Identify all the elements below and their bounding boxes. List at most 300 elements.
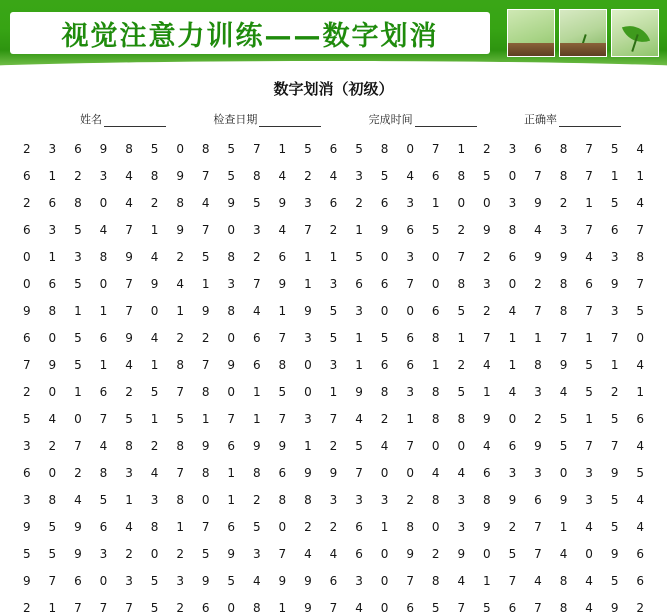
grid-digit[interactable]: 5	[355, 439, 363, 453]
grid-digit[interactable]: 1	[329, 250, 338, 264]
grid-digit[interactable]: 8	[508, 223, 517, 237]
grid-digit[interactable]: 5	[457, 385, 466, 399]
grid-digit[interactable]: 5	[636, 304, 645, 318]
grid-digit[interactable]: 9	[74, 520, 82, 534]
grid-digit[interactable]: 4	[636, 142, 645, 156]
grid-digit[interactable]: 5	[150, 142, 159, 156]
grid-digit[interactable]: 7	[585, 223, 593, 237]
grid-digit[interactable]: 3	[99, 169, 108, 183]
grid-digit[interactable]: 1	[48, 169, 57, 183]
grid-digit[interactable]: 8	[431, 331, 440, 345]
grid-digit[interactable]: 0	[227, 331, 236, 345]
grid-digit[interactable]: 0	[431, 520, 440, 534]
grid-digit[interactable]: 6	[252, 331, 261, 345]
grid-digit[interactable]: 6	[610, 223, 619, 237]
grid-digit[interactable]: 7	[534, 169, 542, 183]
grid-digit[interactable]: 0	[150, 304, 159, 318]
grid-digit[interactable]: 4	[99, 223, 108, 237]
grid-digit[interactable]: 5	[483, 169, 491, 183]
grid-digit[interactable]: 7	[329, 412, 338, 426]
grid-digit[interactable]: 3	[176, 574, 184, 588]
grid-digit[interactable]: 8	[227, 304, 236, 318]
grid-digit[interactable]: 2	[48, 439, 57, 453]
grid-digit[interactable]: 1	[585, 412, 593, 426]
grid-digit[interactable]: 7	[534, 547, 542, 561]
grid-digit[interactable]: 8	[150, 520, 159, 534]
grid-digit[interactable]: 6	[508, 439, 517, 453]
grid-digit[interactable]: 4	[99, 439, 108, 453]
grid-digit[interactable]: 0	[380, 601, 389, 615]
grid-digit[interactable]: 6	[483, 466, 491, 480]
grid-digit[interactable]: 7	[48, 574, 57, 588]
grid-digit[interactable]: 9	[99, 142, 108, 156]
grid-digit[interactable]: 7	[74, 601, 82, 615]
grid-digit[interactable]: 6	[74, 574, 82, 588]
grid-digit[interactable]: 5	[636, 466, 645, 480]
grid-digit[interactable]: 0	[431, 439, 440, 453]
grid-digit[interactable]: 1	[227, 493, 236, 507]
grid-digit[interactable]: 7	[201, 223, 210, 237]
grid-digit[interactable]: 6	[355, 520, 363, 534]
grid-digit[interactable]: 4	[201, 196, 210, 210]
grid-digit[interactable]: 1	[329, 385, 338, 399]
grid-digit[interactable]: 3	[585, 493, 593, 507]
grid-digit[interactable]: 8	[304, 493, 312, 507]
grid-digit[interactable]: 5	[252, 520, 261, 534]
grid-digit[interactable]: 8	[150, 169, 159, 183]
grid-digit[interactable]: 0	[380, 574, 389, 588]
grid-digit[interactable]: 8	[48, 493, 57, 507]
grid-digit[interactable]: 7	[252, 142, 261, 156]
grid-digit[interactable]: 1	[278, 142, 287, 156]
grid-digit[interactable]: 4	[457, 574, 466, 588]
grid-digit[interactable]: 7	[125, 223, 133, 237]
grid-digit[interactable]: 3	[304, 412, 312, 426]
grid-digit[interactable]: 2	[329, 520, 338, 534]
grid-digit[interactable]: 7	[431, 142, 440, 156]
grid-digit[interactable]: 9	[483, 412, 491, 426]
grid-digit[interactable]: 9	[457, 547, 466, 561]
grid-digit[interactable]: 6	[329, 574, 338, 588]
grid-digit[interactable]: 7	[176, 466, 184, 480]
grid-digit[interactable]: 3	[329, 358, 338, 372]
grid-digit[interactable]: 4	[431, 466, 440, 480]
grid-digit[interactable]: 8	[380, 385, 389, 399]
grid-digit[interactable]: 1	[176, 304, 184, 318]
grid-digit[interactable]: 3	[150, 493, 159, 507]
grid-digit[interactable]: 8	[483, 493, 491, 507]
grid-digit[interactable]: 1	[227, 466, 236, 480]
grid-digit[interactable]: 0	[304, 385, 312, 399]
grid-digit[interactable]: 7	[278, 331, 287, 345]
grid-digit[interactable]: 6	[534, 142, 542, 156]
grid-digit[interactable]: 4	[125, 358, 133, 372]
grid-digit[interactable]: 8	[227, 250, 236, 264]
grid-digit[interactable]: 3	[227, 277, 236, 291]
grid-digit[interactable]: 7	[636, 223, 645, 237]
grid-digit[interactable]: 6	[406, 331, 414, 345]
grid-digit[interactable]: 8	[201, 466, 210, 480]
grid-digit[interactable]: 1	[380, 520, 389, 534]
grid-digit[interactable]: 3	[406, 385, 414, 399]
grid-digit[interactable]: 0	[431, 277, 440, 291]
grid-digit[interactable]: 1	[304, 250, 312, 264]
grid-digit[interactable]: 3	[534, 385, 542, 399]
grid-digit[interactable]: 1	[201, 412, 210, 426]
grid-digit[interactable]: 8	[278, 358, 287, 372]
grid-digit[interactable]: 3	[508, 196, 517, 210]
grid-digit[interactable]: 2	[22, 601, 31, 615]
grid-digit[interactable]: 9	[48, 358, 57, 372]
number-grid[interactable]	[14, 143, 653, 614]
grid-digit[interactable]: 9	[227, 196, 236, 210]
field-date-input[interactable]	[259, 115, 321, 127]
grid-digit[interactable]: 5	[74, 277, 82, 291]
grid-digit[interactable]: 6	[380, 277, 389, 291]
grid-digit[interactable]: 6	[636, 412, 645, 426]
grid-digit[interactable]: 2	[22, 196, 31, 210]
grid-digit[interactable]: 7	[406, 439, 414, 453]
grid-digit[interactable]: 4	[278, 169, 287, 183]
grid-digit[interactable]: 0	[201, 493, 210, 507]
grid-digit[interactable]: 4	[585, 574, 593, 588]
grid-digit[interactable]: 8	[74, 196, 82, 210]
grid-digit[interactable]: 8	[201, 142, 210, 156]
grid-digit[interactable]: 9	[559, 358, 568, 372]
grid-digit[interactable]: 2	[125, 385, 133, 399]
grid-digit[interactable]: 7	[201, 358, 210, 372]
grid-digit[interactable]: 4	[304, 547, 312, 561]
grid-digit[interactable]: 0	[99, 196, 108, 210]
grid-digit[interactable]: 6	[278, 466, 287, 480]
grid-digit[interactable]: 7	[125, 304, 133, 318]
grid-digit[interactable]: 2	[457, 223, 466, 237]
grid-digit[interactable]: 1	[355, 223, 363, 237]
grid-digit[interactable]: 4	[585, 601, 593, 615]
grid-digit[interactable]: 2	[304, 169, 312, 183]
grid-digit[interactable]: 2	[406, 493, 414, 507]
grid-digit[interactable]: 1	[508, 331, 517, 345]
grid-digit[interactable]: 9	[201, 574, 210, 588]
grid-digit[interactable]: 5	[99, 493, 108, 507]
grid-digit[interactable]: 4	[176, 277, 184, 291]
grid-digit[interactable]: 5	[150, 574, 159, 588]
grid-digit[interactable]: 3	[355, 574, 363, 588]
grid-digit[interactable]: 0	[48, 331, 57, 345]
grid-digit[interactable]: 9	[559, 250, 568, 264]
grid-digit[interactable]: 2	[201, 331, 210, 345]
grid-digit[interactable]: 6	[48, 196, 57, 210]
grid-digit[interactable]: 2	[125, 547, 133, 561]
field-time-input[interactable]	[415, 115, 477, 127]
grid-digit[interactable]: 9	[483, 223, 491, 237]
grid-digit[interactable]: 8	[457, 412, 466, 426]
grid-digit[interactable]: 8	[201, 385, 210, 399]
grid-digit[interactable]: 4	[125, 196, 133, 210]
grid-digit[interactable]: 4	[74, 493, 82, 507]
grid-digit[interactable]: 5	[125, 412, 133, 426]
grid-digit[interactable]: 5	[355, 142, 363, 156]
grid-digit[interactable]: 9	[559, 493, 568, 507]
grid-digit[interactable]: 9	[304, 601, 312, 615]
grid-digit[interactable]: 7	[457, 601, 466, 615]
grid-digit[interactable]: 8	[252, 169, 261, 183]
grid-digit[interactable]: 6	[22, 169, 31, 183]
grid-digit[interactable]: 0	[508, 169, 517, 183]
grid-digit[interactable]: 0	[48, 385, 57, 399]
grid-digit[interactable]: 3	[610, 250, 619, 264]
grid-digit[interactable]: 9	[304, 466, 312, 480]
grid-digit[interactable]: 3	[125, 466, 133, 480]
grid-digit[interactable]: 4	[636, 196, 645, 210]
grid-digit[interactable]: 3	[457, 493, 466, 507]
grid-digit[interactable]: 0	[150, 547, 159, 561]
grid-digit[interactable]: 1	[176, 520, 184, 534]
grid-digit[interactable]: 0	[278, 520, 287, 534]
grid-digit[interactable]: 9	[227, 547, 236, 561]
grid-digit[interactable]: 7	[585, 304, 593, 318]
grid-digit[interactable]: 3	[508, 466, 517, 480]
grid-digit[interactable]: 7	[201, 520, 210, 534]
grid-digit[interactable]: 2	[483, 304, 491, 318]
grid-digit[interactable]: 0	[559, 466, 568, 480]
grid-digit[interactable]: 0	[406, 466, 414, 480]
grid-digit[interactable]: 3	[48, 223, 57, 237]
grid-digit[interactable]: 2	[176, 547, 184, 561]
grid-digit[interactable]: 7	[201, 169, 210, 183]
grid-digit[interactable]: 1	[304, 439, 312, 453]
grid-digit[interactable]: 2	[636, 601, 645, 615]
grid-digit[interactable]: 0	[457, 196, 466, 210]
grid-digit[interactable]: 1	[304, 277, 312, 291]
grid-digit[interactable]: 4	[406, 169, 414, 183]
grid-digit[interactable]: 4	[252, 574, 261, 588]
grid-digit[interactable]: 4	[125, 520, 133, 534]
grid-digit[interactable]: 5	[585, 385, 593, 399]
grid-digit[interactable]: 1	[610, 358, 619, 372]
grid-digit[interactable]: 9	[508, 493, 517, 507]
grid-digit[interactable]: 5	[304, 142, 312, 156]
grid-digit[interactable]: 9	[125, 331, 133, 345]
grid-digit[interactable]: 8	[99, 466, 108, 480]
grid-digit[interactable]: 3	[22, 493, 31, 507]
grid-digit[interactable]: 6	[406, 223, 414, 237]
grid-digit[interactable]: 1	[278, 601, 287, 615]
grid-digit[interactable]: 4	[329, 169, 338, 183]
grid-digit[interactable]: 3	[457, 520, 466, 534]
grid-digit[interactable]: 3	[304, 331, 312, 345]
grid-digit[interactable]: 1	[483, 574, 491, 588]
grid-digit[interactable]: 4	[125, 169, 133, 183]
grid-digit[interactable]: 2	[329, 439, 338, 453]
grid-digit[interactable]: 3	[329, 493, 338, 507]
grid-digit[interactable]: 0	[99, 277, 108, 291]
grid-digit[interactable]: 1	[252, 385, 261, 399]
grid-digit[interactable]: 6	[22, 331, 31, 345]
grid-digit[interactable]: 5	[48, 520, 57, 534]
grid-digit[interactable]: 7	[355, 466, 363, 480]
grid-digit[interactable]: 4	[585, 250, 593, 264]
grid-digit[interactable]: 0	[227, 385, 236, 399]
grid-digit[interactable]: 8	[457, 277, 466, 291]
grid-digit[interactable]: 8	[559, 601, 568, 615]
grid-digit[interactable]: 1	[355, 358, 363, 372]
grid-digit[interactable]: 7	[508, 574, 517, 588]
grid-digit[interactable]: 7	[534, 601, 542, 615]
grid-digit[interactable]: 9	[176, 223, 184, 237]
grid-digit[interactable]: 2	[508, 520, 517, 534]
grid-digit[interactable]: 9	[610, 466, 619, 480]
grid-digit[interactable]: 6	[534, 493, 542, 507]
grid-digit[interactable]: 1	[457, 331, 466, 345]
grid-digit[interactable]: 6	[99, 520, 108, 534]
grid-digit[interactable]: 5	[610, 412, 619, 426]
grid-digit[interactable]: 0	[74, 412, 82, 426]
grid-digit[interactable]: 3	[483, 277, 491, 291]
grid-digit[interactable]: 4	[329, 547, 338, 561]
grid-digit[interactable]: 5	[278, 385, 287, 399]
grid-digit[interactable]: 2	[252, 493, 261, 507]
grid-digit[interactable]: 0	[406, 142, 414, 156]
grid-digit[interactable]: 2	[534, 412, 542, 426]
grid-digit[interactable]: 7	[585, 142, 593, 156]
grid-digit[interactable]: 0	[380, 547, 389, 561]
grid-digit[interactable]: 3	[252, 223, 261, 237]
grid-digit[interactable]: 6	[380, 358, 389, 372]
grid-digit[interactable]: 9	[278, 196, 287, 210]
grid-digit[interactable]: 6	[74, 142, 82, 156]
grid-digit[interactable]: 6	[406, 601, 414, 615]
grid-digit[interactable]: 0	[380, 250, 389, 264]
grid-digit[interactable]: 4	[636, 439, 645, 453]
grid-digit[interactable]: 7	[406, 574, 414, 588]
grid-digit[interactable]: 1	[48, 601, 57, 615]
grid-digit[interactable]: 8	[48, 304, 57, 318]
grid-digit[interactable]: 9	[304, 574, 312, 588]
grid-digit[interactable]: 2	[150, 439, 159, 453]
grid-digit[interactable]: 8	[99, 250, 108, 264]
grid-digit[interactable]: 3	[380, 493, 389, 507]
grid-digit[interactable]: 2	[355, 196, 363, 210]
grid-digit[interactable]: 7	[22, 358, 31, 372]
grid-digit[interactable]: 8	[176, 358, 184, 372]
grid-digit[interactable]: 5	[201, 250, 210, 264]
grid-digit[interactable]: 5	[431, 223, 440, 237]
grid-digit[interactable]: 9	[534, 250, 542, 264]
grid-digit[interactable]: 4	[508, 304, 517, 318]
grid-digit[interactable]: 6	[636, 574, 645, 588]
grid-digit[interactable]: 7	[559, 331, 568, 345]
grid-digit[interactable]: 8	[431, 385, 440, 399]
grid-digit[interactable]: 9	[304, 304, 312, 318]
grid-digit[interactable]: 9	[610, 601, 619, 615]
grid-digit[interactable]: 8	[431, 493, 440, 507]
grid-digit[interactable]: 8	[176, 439, 184, 453]
grid-digit[interactable]: 0	[227, 601, 236, 615]
grid-digit[interactable]: 1	[585, 196, 593, 210]
grid-digit[interactable]: 5	[329, 331, 338, 345]
grid-digit[interactable]: 5	[252, 196, 261, 210]
grid-digit[interactable]: 5	[150, 385, 159, 399]
grid-digit[interactable]: 2	[176, 601, 184, 615]
grid-digit[interactable]: 6	[201, 601, 210, 615]
grid-digit[interactable]: 2	[483, 250, 491, 264]
grid-digit[interactable]: 1	[483, 385, 491, 399]
grid-digit[interactable]: 0	[99, 574, 108, 588]
grid-digit[interactable]: 4	[636, 358, 645, 372]
grid-digit[interactable]: 8	[534, 358, 542, 372]
grid-digit[interactable]: 7	[278, 412, 287, 426]
grid-digit[interactable]: 3	[329, 277, 338, 291]
grid-digit[interactable]: 9	[150, 277, 159, 291]
grid-digit[interactable]: 0	[457, 439, 466, 453]
grid-digit[interactable]: 6	[355, 547, 363, 561]
grid-digit[interactable]: 3	[355, 304, 363, 318]
grid-digit[interactable]: 6	[585, 277, 593, 291]
grid-digit[interactable]: 8	[380, 142, 389, 156]
grid-digit[interactable]: 0	[585, 547, 593, 561]
grid-digit[interactable]: 5	[22, 412, 31, 426]
grid-digit[interactable]: 9	[22, 304, 31, 318]
grid-digit[interactable]: 4	[636, 520, 645, 534]
grid-digit[interactable]: 0	[380, 466, 389, 480]
grid-digit[interactable]: 2	[22, 385, 31, 399]
grid-digit[interactable]: 3	[48, 142, 57, 156]
field-name-input[interactable]	[104, 115, 166, 127]
grid-digit[interactable]: 1	[457, 142, 466, 156]
grid-digit[interactable]: 6	[227, 439, 236, 453]
grid-digit[interactable]: 7	[252, 277, 261, 291]
grid-digit[interactable]: 0	[304, 358, 312, 372]
grid-digit[interactable]: 4	[278, 223, 287, 237]
grid-digit[interactable]: 2	[252, 250, 261, 264]
grid-digit[interactable]: 3	[99, 547, 108, 561]
grid-digit[interactable]: 5	[176, 412, 184, 426]
grid-digit[interactable]: 1	[252, 412, 261, 426]
grid-digit[interactable]: 1	[74, 304, 82, 318]
grid-digit[interactable]: 5	[610, 574, 619, 588]
grid-digit[interactable]: 1	[508, 358, 517, 372]
grid-digit[interactable]: 2	[176, 250, 184, 264]
grid-digit[interactable]: 5	[559, 439, 568, 453]
grid-digit[interactable]: 9	[534, 439, 542, 453]
grid-digit[interactable]: 4	[355, 601, 363, 615]
grid-digit[interactable]: 4	[559, 547, 568, 561]
grid-digit[interactable]: 9	[74, 547, 82, 561]
grid-digit[interactable]: 9	[534, 196, 542, 210]
grid-digit[interactable]: 9	[252, 439, 261, 453]
grid-digit[interactable]: 8	[559, 142, 568, 156]
grid-digit[interactable]: 2	[431, 547, 440, 561]
grid-digit[interactable]: 8	[252, 466, 261, 480]
grid-digit[interactable]: 0	[431, 250, 440, 264]
grid-digit[interactable]: 6	[99, 331, 108, 345]
grid-digit[interactable]: 1	[610, 169, 619, 183]
grid-digit[interactable]: 6	[355, 277, 363, 291]
grid-digit[interactable]: 6	[22, 466, 31, 480]
grid-digit[interactable]: 6	[329, 196, 338, 210]
grid-digit[interactable]: 9	[278, 439, 287, 453]
grid-digit[interactable]: 8	[431, 574, 440, 588]
grid-digit[interactable]: 4	[483, 358, 491, 372]
grid-digit[interactable]: 1	[406, 412, 414, 426]
grid-digit[interactable]: 4	[48, 412, 57, 426]
grid-digit[interactable]: 7	[278, 547, 287, 561]
grid-digit[interactable]: 4	[508, 385, 517, 399]
grid-digit[interactable]: 5	[48, 547, 57, 561]
grid-digit[interactable]: 7	[585, 439, 593, 453]
grid-digit[interactable]: 6	[406, 358, 414, 372]
